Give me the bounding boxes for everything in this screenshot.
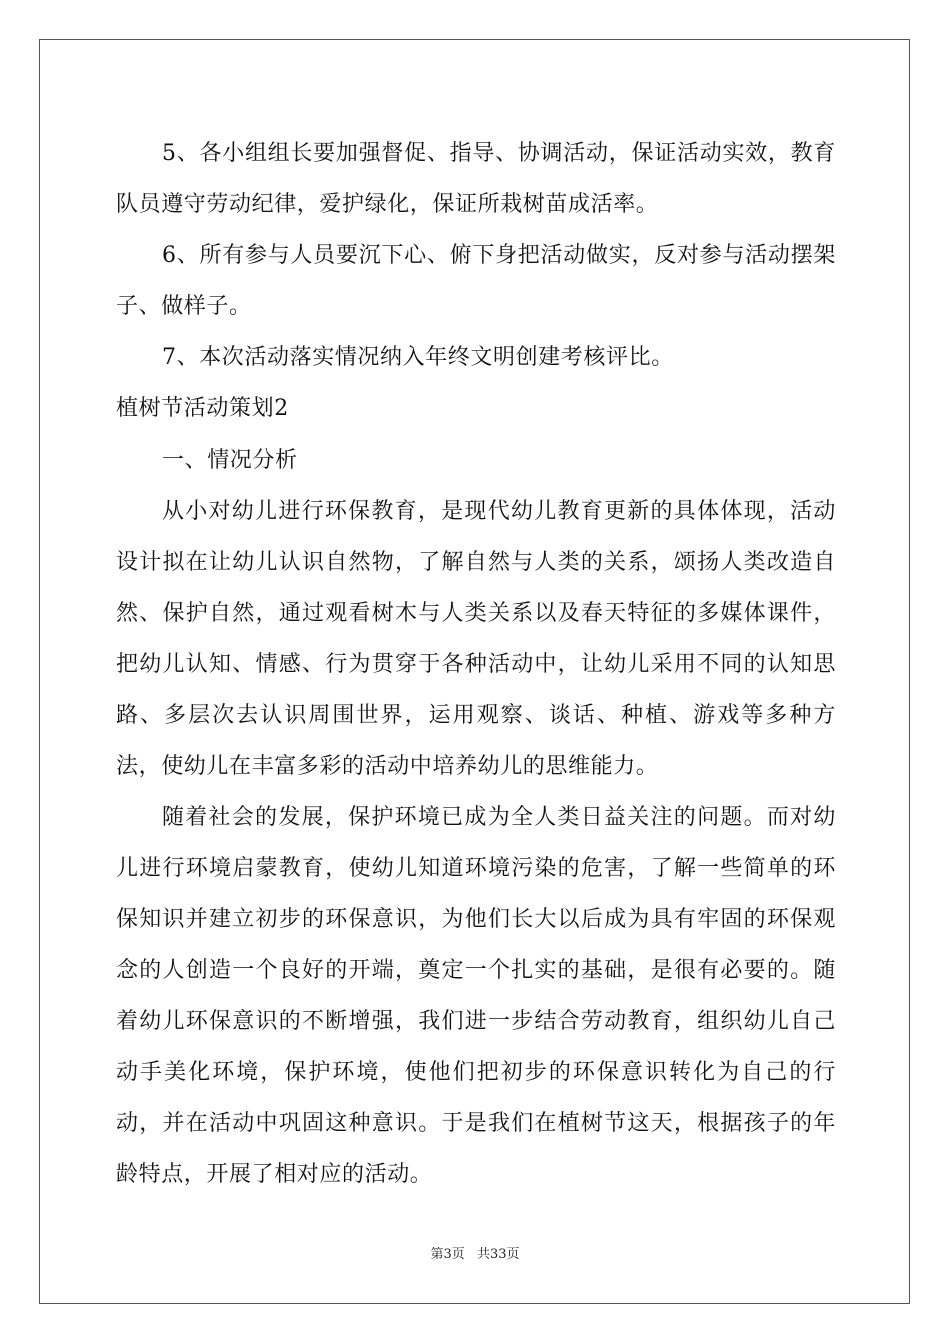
page-footer (0, 1243, 950, 1262)
paragraph-item-5: 5、各小组组长要加强督促、指导、协调活动，保证活动实效，教育队员遵守劳动纪律，爱护绿化，保证所栽树苗成活率。 (116, 141, 836, 217)
paragraph-item-7: 7、本次活动落实情况纳入年终文明创建考核评比。 (162, 345, 674, 370)
page-number: 第3页 (430, 1247, 465, 1262)
body-paragraph-2: 随着社会的发展，保护环境已成为全人类日益关注的问题。而对幼儿进行环境启蒙教育，使幼儿知道环境污染的危害，了解一些简单的环保知识并建立初步的环保意识，为他们长大以后成为具有牢固的环保观念的人创造一个良好的开端，奠定一个扎实的基础，是很有必要的。随着幼儿环保意识的不断增强，我们进一步结合劳动教育，组织幼儿自己动手美化环境，保护环境，使他们把初步的环保意识转化为自己的行动，并在活动中巩固这种意识。于是我们在植树节这天，根据孩子的年龄特点，开展了相对应的活动。 (116, 805, 836, 1187)
paragraph-item-6: 6、所有参与人员要沉下心、俯下身把活动做实，反对参与活动摆架子、做样子。 (116, 243, 836, 319)
body-paragraph-1: 从小对幼儿进行环保教育，是现代幼儿教育更新的具体体现，活动设计拟在让幼儿认识自然物，了解自然与人类的关系，颂扬人类改造自然、保护自然，通过观看树木与人类关系以及春天特征的多媒体课件，把幼儿认知、情感、行为贯穿于各种活动中，让幼儿采用不同的认知思路、多层次去认识周围世界，运用观察、谈话、种植、游戏等多种方法，使幼儿在丰富多彩的活动中培养幼儿的思维能力。 (116, 499, 836, 779)
document-content (116, 128, 836, 1200)
subheading: 一、情况分析 (162, 448, 298, 473)
section-title: 植树节活动策划2 (116, 396, 289, 421)
total-pages: 共33页 (476, 1247, 520, 1262)
